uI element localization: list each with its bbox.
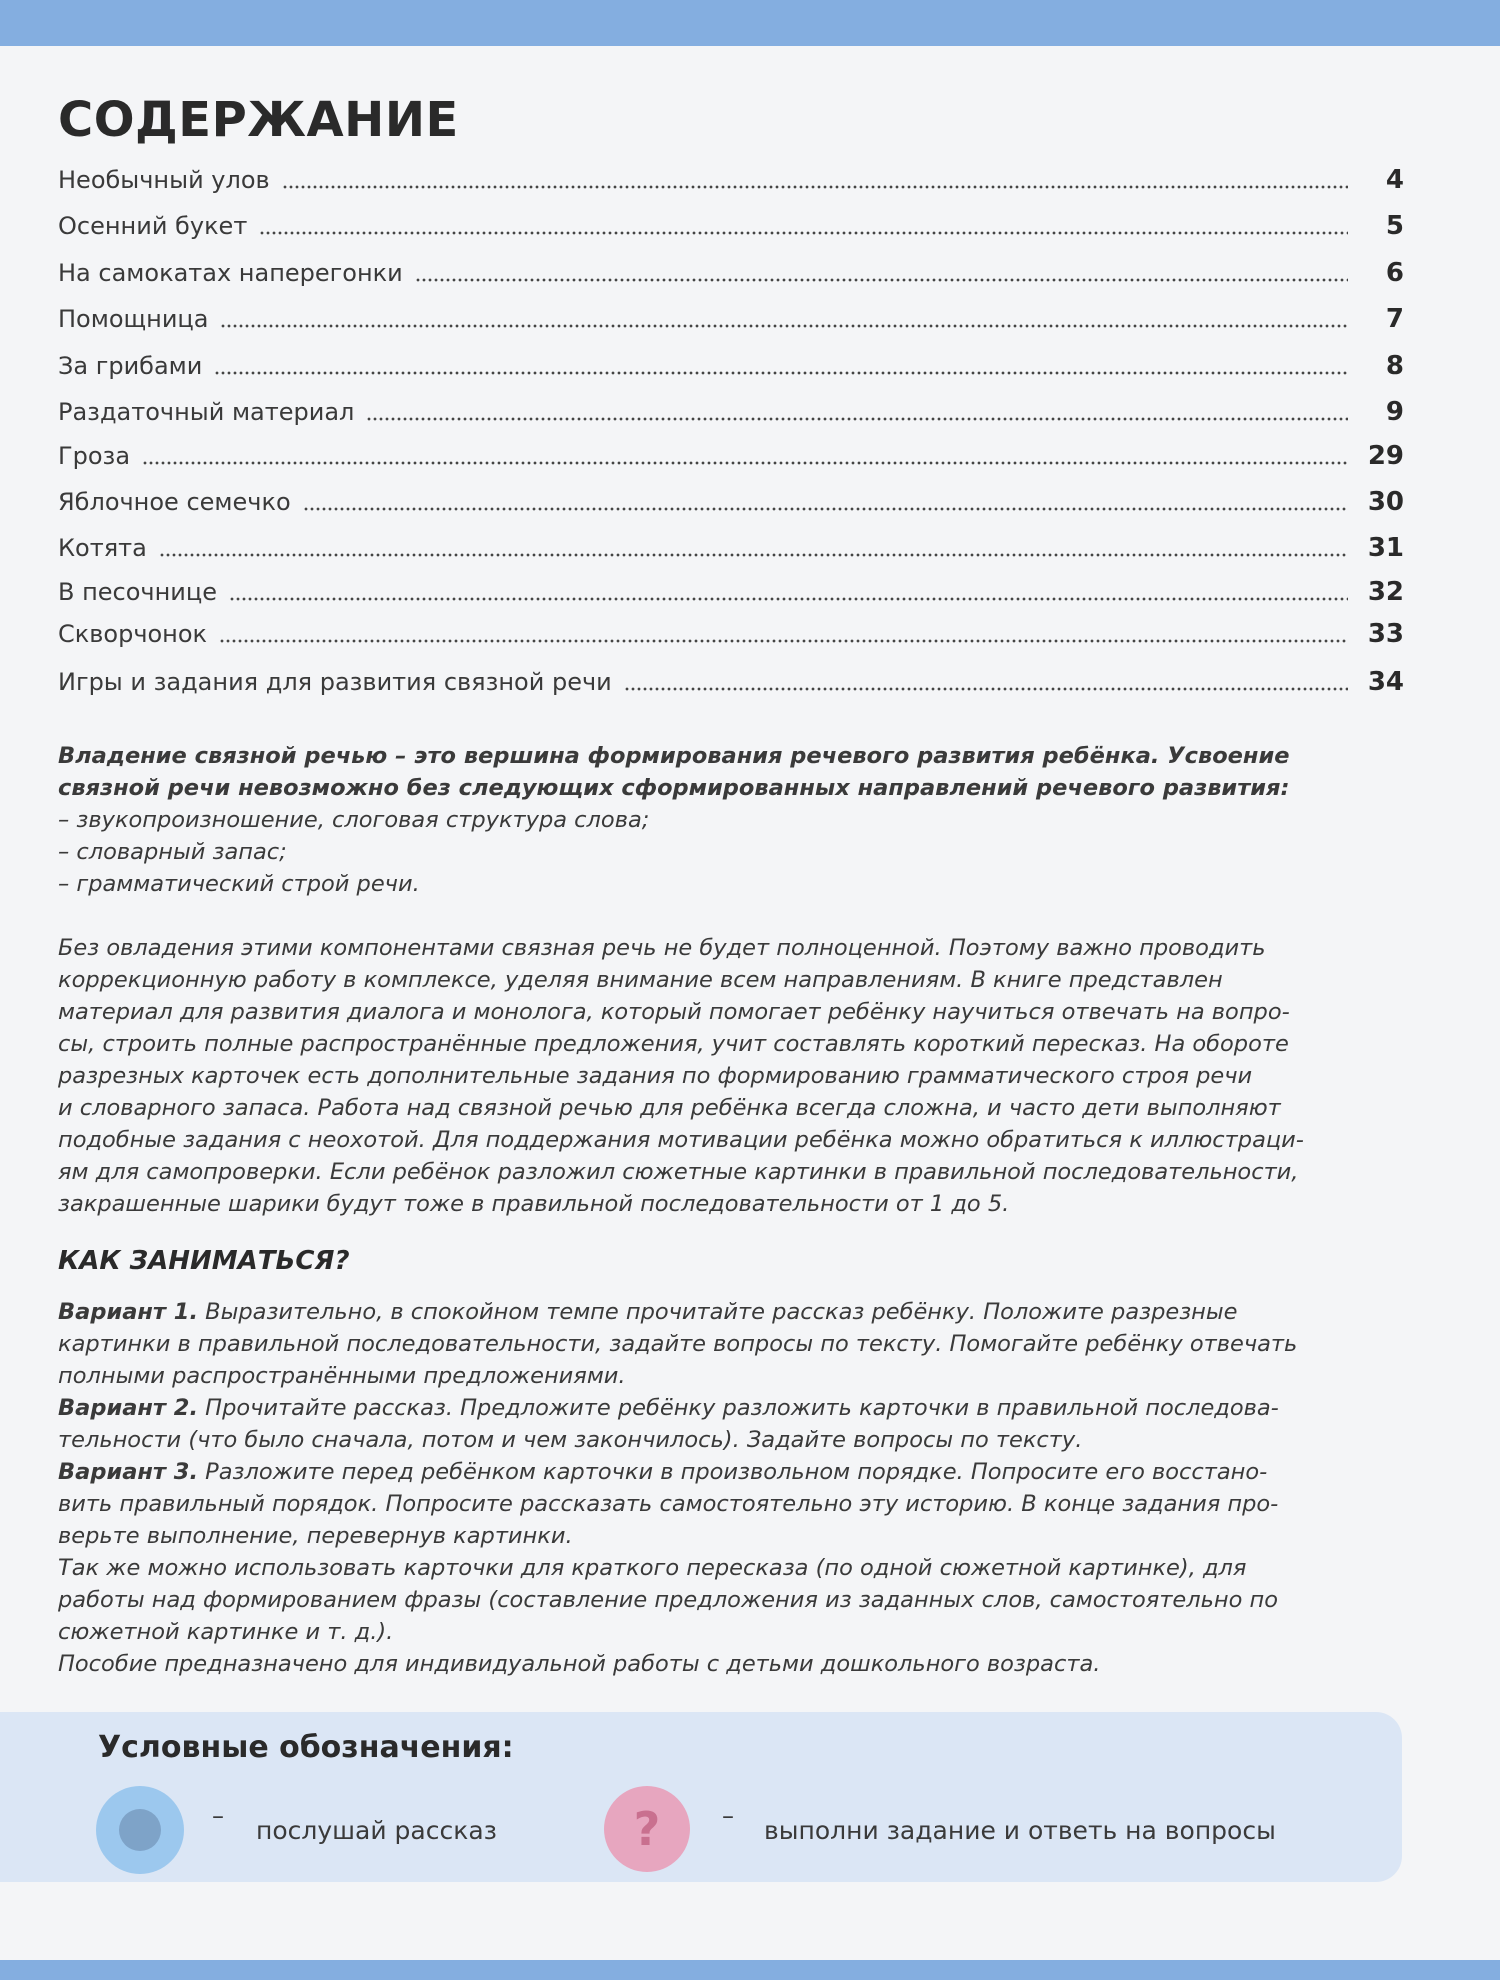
howto-line: [58, 1616, 1418, 1648]
toc-page-number: 5: [1385, 211, 1404, 241]
howto-line: [58, 1328, 1418, 1360]
intro-paragraph: [58, 740, 1418, 900]
question-icon: [604, 1786, 690, 1872]
toc-row[interactable]: [58, 253, 1404, 293]
howto-text: Прочитайте рассказ. Предложите ребёнку разложить карточки в правильной последова-: [198, 1395, 1279, 1421]
intro-list-item: – звукопроизношение, слоговая структура слова;: [58, 807, 650, 833]
toc-row[interactable]: [58, 206, 1404, 246]
toc-label: Игры и задания для развития связной речи: [58, 668, 612, 696]
toc-row[interactable]: [58, 436, 1404, 476]
toc-page-number: 30: [1367, 487, 1404, 517]
variant-label: Вариант 3.: [58, 1459, 199, 1485]
toc-label: Осенний букет: [58, 212, 248, 240]
toc-label: Яблочное семечко: [58, 488, 291, 516]
intro-line: Владение связной речью – это вершина формирования речевого развития ребёнка. Усвоение: [58, 743, 1290, 769]
toc-page-number: 29: [1367, 441, 1404, 471]
howto-line: [58, 1392, 1418, 1424]
toc-dot-leader: [229, 597, 1348, 601]
intro-list-item: – грамматический строй речи.: [58, 871, 420, 897]
howto-text: тельности (что было сначала, потом и чем закончилось). Задайте вопросы по тексту.: [58, 1427, 1083, 1453]
toc-page-number: 32: [1367, 577, 1404, 607]
variant-label: Вариант 2.: [58, 1395, 199, 1421]
listen-icon: [96, 1786, 184, 1874]
toc-row[interactable]: [58, 482, 1404, 522]
variant-label: Вариант 1.: [58, 1299, 199, 1325]
toc-dot-leader: [214, 371, 1348, 375]
toc-dot-leader: [415, 278, 1348, 282]
legend-title: Условные обозначения:: [98, 1730, 514, 1765]
toc-dot-leader: [159, 553, 1348, 557]
howto-line: [58, 1584, 1418, 1616]
toc-row[interactable]: [58, 346, 1404, 386]
howto-line: [58, 1456, 1418, 1488]
howto-text: сюжетной картинке и т. д.).: [58, 1619, 394, 1645]
howto-text: Разложите перед ребёнком карточки в произвольном порядке. Попросите его восстано-: [198, 1459, 1268, 1485]
intro-list-item: – словарный запас;: [58, 839, 287, 865]
howto-text: картинки в правильной последовательности, задайте вопросы по тексту. Помогайте ребёнку отвечать: [58, 1331, 1298, 1357]
toc-label: Гроза: [58, 442, 131, 470]
howto-text: верьте выполнение, перевернув картинки.: [58, 1523, 573, 1549]
howto-line: [58, 1360, 1418, 1392]
body-line: закрашенные шарики будут тоже в правильной последовательности от 1 до 5.: [58, 1191, 1010, 1217]
howto-text: работы над формированием фразы (составление предложения из заданных слов, самостоятельно по: [58, 1587, 1279, 1613]
toc-row[interactable]: [58, 614, 1404, 654]
body-paragraph: [58, 932, 1418, 1220]
body-line: подобные задания с неохотой. Для поддержания мотивации ребёнка можно обратиться к иллюстраци-: [58, 1127, 1304, 1153]
body-line: коррекционную работу в комплексе, уделяя внимание всем направлениям. В книге представлен: [58, 967, 1223, 993]
toc-label: За грибами: [58, 352, 203, 380]
howto-line: [58, 1552, 1418, 1584]
toc-label: Скворчонок: [58, 620, 208, 648]
toc-label: Необычный улов: [58, 166, 270, 194]
question-mark: ?: [633, 1802, 661, 1856]
toc-page-number: 8: [1385, 351, 1404, 381]
legend-dash: –: [212, 1802, 224, 1830]
toc-label: Котята: [58, 534, 147, 562]
legend-box: [0, 1712, 1402, 1882]
legend-text-task: выполни задание и ответь на вопросы: [764, 1816, 1276, 1845]
toc-page-number: 31: [1367, 533, 1404, 563]
toc-row[interactable]: [58, 392, 1404, 432]
toc-page-number: 7: [1385, 304, 1404, 334]
toc-label: Раздаточный материал: [58, 398, 355, 426]
body-line: сы, строить полные распространённые предложения, учит составлять короткий пересказ. На обороте: [58, 1031, 1289, 1057]
body-line: разрезных карточек есть дополнительные задания по формированию грамматического строя речи: [58, 1063, 1253, 1089]
toc-dot-leader: [142, 461, 1348, 465]
toc-page-number: 4: [1385, 165, 1404, 195]
toc-dot-leader: [282, 185, 1348, 189]
toc-page-number: 6: [1385, 258, 1404, 288]
page-title: СОДЕРЖАНИЕ: [58, 92, 459, 148]
toc-page-number: 33: [1367, 619, 1404, 649]
howto-line: [58, 1424, 1418, 1456]
intro-line: связной речи невозможно без следующих сформированных направлений речевого развития:: [58, 775, 1290, 801]
toc-row[interactable]: [58, 572, 1404, 612]
legend-dash: –: [722, 1802, 734, 1830]
toc-dot-leader: [624, 687, 1348, 691]
body-line: Без овладения этими компонентами связная речь не будет полноценной. Поэтому важно проводить: [58, 935, 1266, 961]
toc-row[interactable]: [58, 528, 1404, 568]
toc-row[interactable]: [58, 160, 1404, 200]
toc-dot-leader: [219, 639, 1348, 643]
bottom-color-band: [0, 1960, 1500, 1980]
listen-icon-core: [119, 1809, 161, 1851]
toc-page-number: 9: [1385, 397, 1404, 427]
body-line: материал для развития диалога и монолога, который помогает ребёнку научиться отвечать на вопро-: [58, 999, 1290, 1025]
toc-label: На самокатах наперегонки: [58, 259, 403, 287]
howto-text: полными распространёнными предложениями.: [58, 1363, 626, 1389]
how-to-heading: КАК ЗАНИМАТЬСЯ?: [58, 1246, 350, 1276]
howto-line: [58, 1488, 1418, 1520]
body-line: ям для самопроверки. Если ребёнок разложил сюжетные картинки в правильной последовательности,: [58, 1159, 1299, 1185]
toc-dot-leader: [366, 417, 1348, 421]
howto-text: Так же можно использовать карточки для краткого пересказа (по одной сюжетной картинке), для: [58, 1555, 1247, 1581]
howto-text: Пособие предназначено для индивидуальной работы с детьми дошкольного возраста.: [58, 1651, 1101, 1677]
toc-dot-leader: [259, 231, 1348, 235]
howto-line: [58, 1648, 1418, 1680]
legend-text-listen: послушай рассказ: [256, 1816, 497, 1845]
body-line: и словарного запаса. Работа над связной речью для ребёнка всегда сложна, и часто дети выполняют: [58, 1095, 1281, 1121]
howto-text: Выразительно, в спокойном темпе прочитайте рассказ ребёнку. Положите разрезные: [198, 1299, 1238, 1325]
toc-label: Помощница: [58, 305, 209, 333]
toc-row[interactable]: [58, 662, 1404, 702]
toc-label: В песочнице: [58, 578, 217, 606]
toc-dot-leader: [220, 324, 1348, 328]
toc-row[interactable]: [58, 299, 1404, 339]
how-to-section: [58, 1296, 1418, 1680]
howto-text: вить правильный порядок. Попросите рассказать самостоятельно эту историю. В конце задания про-: [58, 1491, 1279, 1517]
howto-line: [58, 1296, 1418, 1328]
top-color-band: [0, 0, 1500, 46]
toc-page-number: 34: [1367, 667, 1404, 697]
toc-dot-leader: [303, 507, 1348, 511]
howto-line: [58, 1520, 1418, 1552]
